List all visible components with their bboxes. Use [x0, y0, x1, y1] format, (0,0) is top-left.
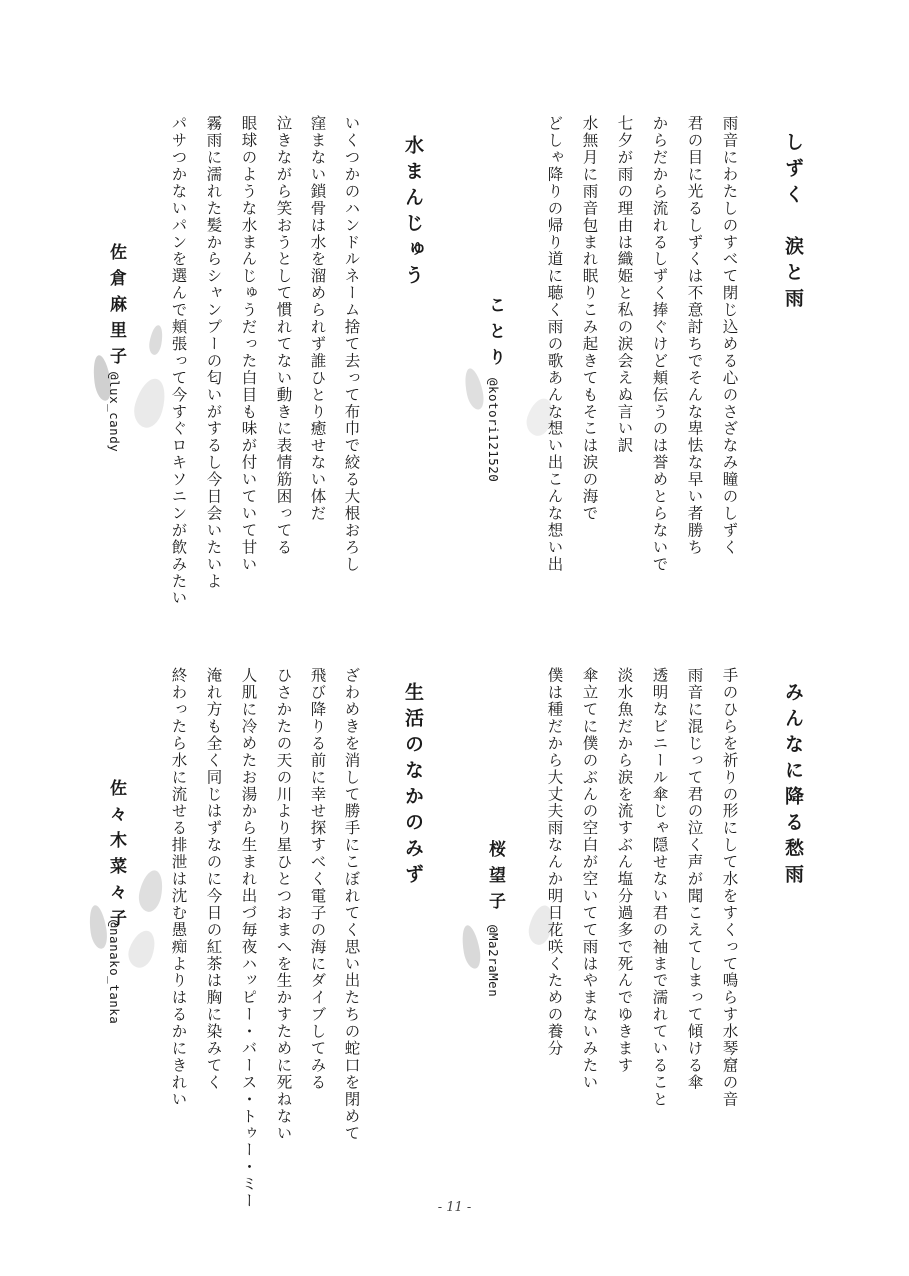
poem-line: 人肌に冷めたお湯から生まれ出づ毎夜ハッピー・バース・トゥー・ミー	[239, 667, 258, 1210]
poem-title: みんなに降る愁雨	[782, 682, 804, 890]
poem-line: 七夕が雨の理由は織姫と私の涙会えぬ言い訳	[615, 115, 634, 454]
watercolor-drop-decoration	[130, 375, 171, 431]
poem-line: 雨音にわたしのすべて閉じ込める心のさざなみ瞳のしずく	[720, 115, 739, 556]
author-handle: @Ma2raMen	[486, 925, 501, 998]
watercolor-drop-decoration	[136, 868, 166, 914]
watercolor-drop-decoration	[459, 924, 482, 970]
poem-line: どしゃ降りの帰り道に聴く雨の歌あんな想い出こんな想い出	[545, 115, 564, 573]
author-name: 佐々木菜々子	[106, 779, 126, 935]
author-name: 桜望子	[485, 840, 505, 918]
watercolor-drop-decoration	[147, 324, 164, 356]
poem-title: 生活のなかのみず	[402, 682, 424, 890]
poem-title: しずく 涙と雨	[782, 132, 804, 314]
poem-line: 淹れ方も全く同じはずなのに今日の紅茶は胸に染みてく	[204, 667, 223, 1091]
poem-line: 窪まない鎖骨は水を溜められず誰ひとり癒せない体だ	[308, 115, 327, 522]
author-handle: @kotori121520	[486, 378, 501, 483]
poem-line: 終わったら水に流せる排泄は沈む愚痴よりはるかにきれい	[169, 667, 188, 1108]
poem-line: 君の目に光るしずくは不意討ちでそんな卑怯な早い者勝ち	[685, 115, 704, 556]
poem-line: ひさかたの天の川より星ひとつおまへを生かすために死ねない	[274, 667, 293, 1142]
poem-line: 霧雨に濡れた髪からシャンプーの匂いがするし今日会いたいよ	[204, 115, 223, 590]
author-name: 佐倉麻里子	[106, 243, 126, 373]
poem-line: 手のひらを祈りの形にして水をすくって鳴らす水琴窟の音	[720, 667, 739, 1108]
watercolor-drop-decoration	[124, 927, 160, 971]
poem-line: 淡水魚だから涙を流すぶん塩分過多で死んでゆきます	[615, 667, 634, 1074]
poem-line: いくつかのハンドルネーム捨て去って布巾で絞る大根おろし	[342, 115, 361, 573]
poem-line: 水無月に雨音包まれ眠りこみ起きてもそこは涙の海で	[580, 115, 599, 522]
poem-line: 僕は種だから大丈夫雨なんか明日花咲くための養分	[545, 667, 564, 1057]
author-name: ことり	[485, 296, 505, 374]
poem-line: 透明なビニール傘じゃ隠せない君の袖まで濡れていること	[650, 667, 669, 1108]
poem-line: 飛び降りる前に幸せ探すべく電子の海にダイブしてみる	[308, 667, 327, 1091]
poem-line: ざわめきを消して勝手にこぼれてく思い出たちの蛇口を閉めて	[342, 667, 361, 1142]
poem-line: 傘立てに僕のぶんの空白が空いてて雨はやまないみたい	[580, 667, 599, 1091]
author-handle: @lux_candy	[107, 372, 122, 453]
poem-line: 泣きながら笑おうとして慣れてない動きに表情筋困ってる	[274, 115, 293, 556]
poem-title: 水まんじゅう	[402, 135, 424, 291]
author-handle: @nanako_tanka	[107, 920, 122, 1025]
poem-line: パサつかないパンを選んで頬張って今すぐロキソニンが飲みたい	[169, 115, 188, 607]
poem-line: 雨音に混じって君の泣く声が聞こえてしまって傾ける傘	[685, 667, 704, 1091]
page-number: - 11 -	[437, 1200, 472, 1215]
poem-line: からだから流れるしずく捧ぐけど頬伝うのは誉めとらないで	[650, 115, 669, 573]
poem-line: 眼球のような水まんじゅうだった白目も味が付いていて甘い	[239, 115, 258, 573]
